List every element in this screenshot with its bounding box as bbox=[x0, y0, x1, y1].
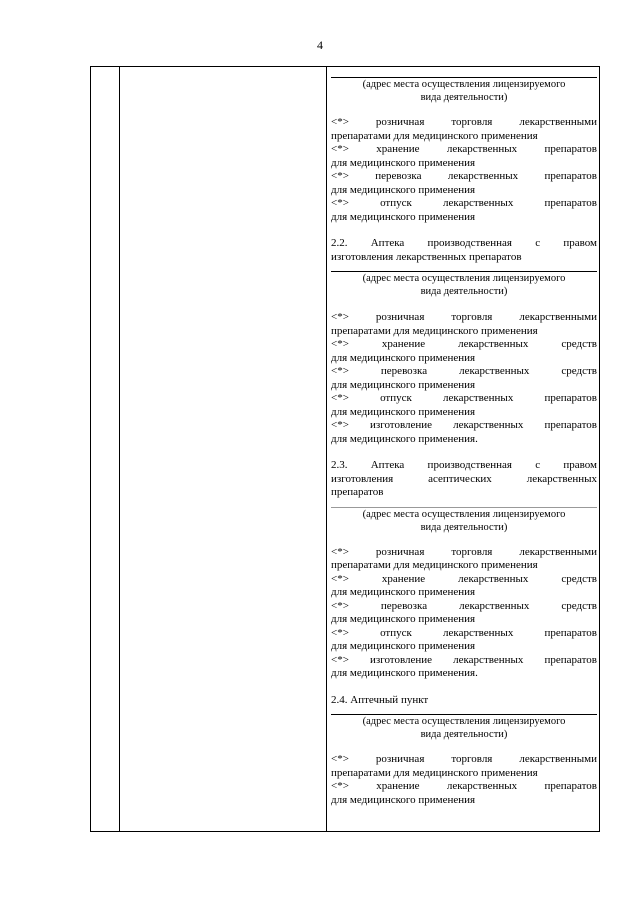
list-item: <*> перевозка лекарственных средств bbox=[331, 599, 597, 612]
list-item: <*> хранение лекарственных средств bbox=[331, 572, 597, 585]
list-item: <*> изготовление лекарственных препаратов bbox=[331, 419, 597, 431]
address-caption: (адрес места осуществления лицензируемого вида деятельности) bbox=[362, 716, 566, 740]
activity-list: <*> розничная торговля лекарственными препаратами для медицинского применения <*> хранение лекарственных препаратов для медицинского применения bbox=[331, 753, 597, 806]
list-item: <*> отпуск лекарственных препаратов bbox=[331, 197, 597, 209]
activity-list: <*> розничная торговля лекарственными препаратами для медицинского применения <*> хранение лекарственных средств для медицинского применения <*> перевозка лекарственных средств для медицинского применения <*> отпуск лекарственных препаратов для медицинского применения <*> изготовление лекарственных препаратов для медицинского применения. bbox=[331, 545, 597, 679]
address-caption: (адрес места осуществления лицензируемого вида деятельности) bbox=[362, 79, 566, 103]
list-item: <*> хранение лекарственных средств bbox=[331, 338, 597, 350]
list-item: <*> розничная торговля лекарственными bbox=[331, 311, 597, 323]
list-item: <*> отпуск лекарственных препаратов bbox=[331, 626, 597, 639]
address-caption: (адрес места осуществления лицензируемого вида деятельности) bbox=[362, 273, 566, 297]
list-item: <*> розничная торговля лекарственными bbox=[331, 545, 597, 558]
list-item: <*> изготовление лекарственных препаратов bbox=[331, 653, 597, 666]
activity-list: <*> розничная торговля лекарственными препаратами для медицинского применения <*> хранение лекарственных препаратов для медицинского применения <*> перевозка лекарственных препаратов для медицинского применения <*> отпуск лекарственных препаратов для медицинского применения bbox=[331, 116, 597, 223]
activity-column: (адрес места осуществления лицензируемого вида деятельности) <*> розничная торговля лекарственными препаратами для медицинского применения <*> хранение лекарственных препаратов для медицинского применения <*> перевозка лекарственных препаратов для медицинского применения <*> отпуск лекарственных препаратов для медицинского применения 2.2. Аптека производственная с правом изготовления лекарственных препаратов (адрес места осуществления лицензируемого вида деятельности) <*> розничная торговля лекарственными препаратами для медицинского применения <*> хранение лекарственных средств для медицинского применения <*> перевозка лекарственных средств для медицинского применения <*> отпуск лекарственных препаратов для медицинского применения <*> изготовление лекарственных препаратов для медицинского применения. 2.3. Аптека производственная с правом изготовления асептических лекарственных препаратов (адрес места осуществления лицензируемого вида деятельности) <*> розничная торговля лекарственными препаратами для медицинского применения <*> хранение лекарственных средств для медицинского применения <*> перевозка лекарственных средств для медицинского применения <*> отпуск лекарственных препаратов для медицинского применения <*> изготовление лекарственных препаратов для медицинского применения. 2.4. Аптечный пункт (адрес места осуществления лицензируемого вида деятельности) <*> розничная торговля лекарственными препаратами для медицинского применения <*> хранение лекарственных препаратов для медицинского применения bbox=[331, 79, 597, 806]
activity-list: <*> розничная торговля лекарственными препаратами для медицинского применения <*> хранение лекарственных средств для медицинского применения <*> перевозка лекарственных средств для медицинского применения <*> отпуск лекарственных препаратов для медицинского применения <*> изготовление лекарственных препаратов для медицинского применения. bbox=[331, 311, 597, 445]
column-divider-1 bbox=[119, 67, 120, 831]
column-divider-2 bbox=[326, 67, 327, 831]
list-item: <*> розничная торговля лекарственными bbox=[331, 116, 597, 128]
address-caption: (адрес места осуществления лицензируемого вида деятельности) bbox=[362, 508, 566, 533]
section-heading: 2.3. Аптека производственная с правом bbox=[331, 459, 597, 471]
list-item: <*> перевозка лекарственных препаратов bbox=[331, 170, 597, 182]
page-number: 4 bbox=[317, 38, 323, 52]
list-item: <*> хранение лекарственных препаратов bbox=[331, 780, 597, 792]
list-item: <*> розничная торговля лекарственными bbox=[331, 753, 597, 765]
section-heading: 2.4. Аптечный пункт bbox=[331, 693, 429, 706]
list-item: <*> хранение лекарственных препаратов bbox=[331, 143, 597, 155]
section-heading: 2.2. Аптека производственная с правом bbox=[331, 237, 597, 249]
license-table bbox=[90, 66, 600, 832]
list-item: <*> отпуск лекарственных препаратов bbox=[331, 392, 597, 404]
list-item: <*> перевозка лекарственных средств bbox=[331, 365, 597, 377]
